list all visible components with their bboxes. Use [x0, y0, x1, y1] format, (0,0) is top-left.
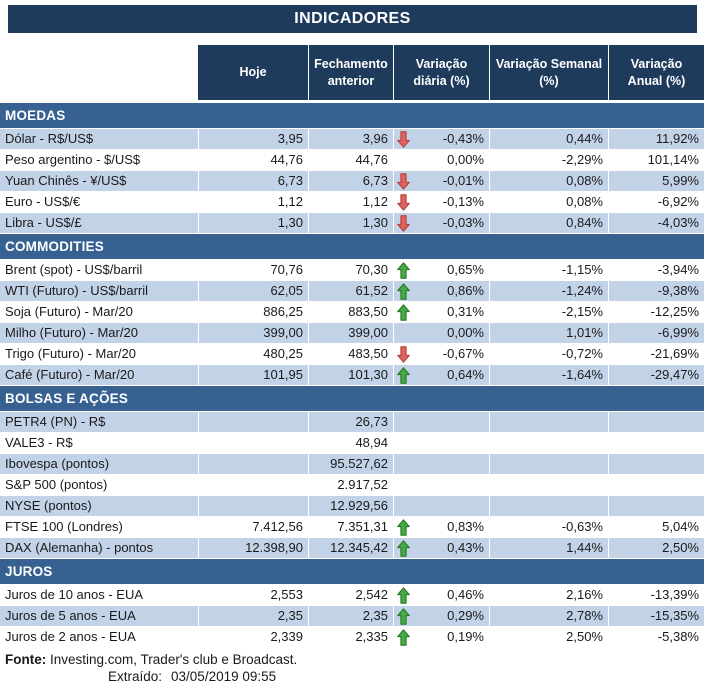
variacao-diaria-value: 0,29%	[447, 608, 484, 623]
indicators-report	[0, 5, 704, 692]
cell-variacao-semanal: 0,08%	[489, 192, 608, 212]
cell-variacao-anual: -6,99%	[608, 323, 704, 343]
cell-variacao-anual: 101,14%	[608, 150, 704, 170]
cell-variacao-anual: 5,04%	[608, 517, 704, 537]
arrow-down-icon	[397, 173, 410, 190]
cell-hoje: 62,05	[198, 281, 308, 301]
cell-variacao-semanal: -1,15%	[489, 260, 608, 280]
table-row-euro-us	[0, 192, 704, 213]
row-label: Libra - US$/£	[5, 215, 82, 230]
arrow-up-icon	[397, 608, 410, 625]
cell-variacao-semanal: 0,08%	[489, 171, 608, 191]
cell-variacao-semanal: 1,44%	[489, 538, 608, 558]
table-row-juros-de-5-anos-eua	[0, 606, 704, 627]
cell-variacao-anual: -12,25%	[608, 302, 704, 322]
cell-fechamento-anterior: 95.527,62	[308, 454, 393, 474]
cell-hoje	[198, 496, 308, 516]
cell-fechamento-anterior: 2.917,52	[308, 475, 393, 495]
variacao-diaria-value: 0,65%	[447, 262, 484, 277]
variacao-diaria-value: 0,46%	[447, 587, 484, 602]
cell-hoje: 480,25	[198, 344, 308, 364]
report-footer	[0, 651, 704, 685]
cell-variacao-anual: -6,92%	[608, 192, 704, 212]
section-header-juros: JUROS	[0, 559, 704, 585]
cell-variacao-semanal: 2,50%	[489, 627, 608, 647]
section-header-moedas: MOEDAS	[0, 103, 704, 129]
arrow-up-icon	[397, 587, 410, 604]
column-header-variacao-diaria: Variação diária (%)	[393, 45, 489, 100]
cell-fechamento-anterior: 26,73	[308, 412, 393, 432]
section-header-commodities: COMMODITIES	[0, 234, 704, 260]
cell-variacao-anual: -15,35%	[608, 606, 704, 626]
cell-variacao-diaria	[393, 150, 489, 170]
cell-variacao-semanal: 2,78%	[489, 606, 608, 626]
cell-variacao-anual: -3,94%	[608, 260, 704, 280]
arrow-up-icon	[397, 262, 410, 279]
variacao-diaria-value: -0,43%	[442, 131, 484, 146]
cell-variacao-anual: -29,47%	[608, 365, 704, 385]
cell-variacao-semanal: -2,15%	[489, 302, 608, 322]
row-label: DAX (Alemanha) - pontos	[5, 540, 154, 555]
table-row-milho-futuro-mar-20	[0, 323, 704, 344]
table-row-trigo-futuro-mar-20	[0, 344, 704, 365]
cell-variacao-semanal	[489, 412, 608, 432]
page-title: INDICADORES	[8, 5, 697, 33]
extraido-label: Extraído:	[108, 669, 163, 684]
arrow-up-icon	[397, 304, 410, 321]
cell-fechamento-anterior: 2,35	[308, 606, 393, 626]
cell-variacao-diaria	[393, 412, 489, 432]
cell-variacao-diaria	[393, 281, 489, 301]
variacao-diaria-value: 0,86%	[447, 283, 484, 298]
cell-hoje: 12.398,90	[198, 538, 308, 558]
cell-variacao-anual: -21,69%	[608, 344, 704, 364]
cell-hoje: 2,553	[198, 585, 308, 605]
table-row-vale3-r	[0, 433, 704, 454]
row-label: Yuan Chinês - ¥/US$	[5, 173, 127, 188]
cell-hoje	[198, 433, 308, 453]
row-label: Euro - US$/€	[5, 194, 81, 209]
cell-hoje: 6,73	[198, 171, 308, 191]
cell-hoje	[198, 454, 308, 474]
row-label: Ibovespa (pontos)	[5, 456, 110, 471]
cell-variacao-diaria	[393, 192, 489, 212]
cell-hoje: 1,12	[198, 192, 308, 212]
cell-variacao-semanal: -2,29%	[489, 150, 608, 170]
variacao-diaria-value: 0,43%	[447, 540, 484, 555]
cell-fechamento-anterior: 1,30	[308, 213, 393, 233]
cell-variacao-diaria	[393, 260, 489, 280]
row-label: Milho (Futuro) - Mar/20	[5, 325, 138, 340]
variacao-diaria-value: -0,13%	[442, 194, 484, 209]
variacao-diaria-value: 0,31%	[447, 304, 484, 319]
cell-hoje: 7.412,56	[198, 517, 308, 537]
cell-variacao-semanal: 1,01%	[489, 323, 608, 343]
variacao-diaria-value: 0,00%	[447, 152, 484, 167]
table-row-soja-futuro-mar-20	[0, 302, 704, 323]
cell-variacao-semanal	[489, 433, 608, 453]
cell-variacao-diaria	[393, 213, 489, 233]
variacao-diaria-value: -0,01%	[442, 173, 484, 188]
cell-variacao-anual: 2,50%	[608, 538, 704, 558]
cell-variacao-anual	[608, 454, 704, 474]
cell-variacao-semanal	[489, 496, 608, 516]
row-label: WTI (Futuro) - US$/barril	[5, 283, 149, 298]
column-header-hoje: Hoje	[198, 45, 308, 100]
column-header-fechamento: Fechamento anterior	[308, 45, 393, 100]
cell-variacao-semanal	[489, 475, 608, 495]
row-label: Juros de 5 anos - EUA	[5, 608, 136, 623]
arrow-up-icon	[397, 629, 410, 646]
cell-fechamento-anterior: 6,73	[308, 171, 393, 191]
variacao-diaria-value: 0,83%	[447, 519, 484, 534]
cell-variacao-semanal: 0,44%	[489, 129, 608, 149]
cell-fechamento-anterior: 3,96	[308, 129, 393, 149]
column-header-row	[0, 45, 704, 100]
arrow-up-icon	[397, 540, 410, 557]
cell-fechamento-anterior: 399,00	[308, 323, 393, 343]
cell-fechamento-anterior: 2,542	[308, 585, 393, 605]
cell-variacao-semanal: -1,24%	[489, 281, 608, 301]
arrow-up-icon	[397, 283, 410, 300]
column-header-variacao-anual: Variação Anual (%)	[608, 45, 704, 100]
cell-hoje	[198, 412, 308, 432]
cell-hoje: 70,76	[198, 260, 308, 280]
cell-variacao-anual: -9,38%	[608, 281, 704, 301]
cell-fechamento-anterior: 70,30	[308, 260, 393, 280]
cell-variacao-semanal: 0,84%	[489, 213, 608, 233]
table-row-cafe-futuro-mar-20	[0, 365, 704, 386]
cell-variacao-diaria	[393, 129, 489, 149]
table-row-nyse-pontos	[0, 496, 704, 517]
cell-fechamento-anterior: 2,335	[308, 627, 393, 647]
cell-variacao-anual	[608, 496, 704, 516]
cell-variacao-diaria	[393, 538, 489, 558]
cell-variacao-anual	[608, 412, 704, 432]
cell-variacao-anual: -13,39%	[608, 585, 704, 605]
table-row-dolar-r-us	[0, 129, 704, 150]
cell-variacao-diaria	[393, 454, 489, 474]
cell-fechamento-anterior: 483,50	[308, 344, 393, 364]
cell-hoje: 1,30	[198, 213, 308, 233]
table-row-s-p-500-pontos	[0, 475, 704, 496]
cell-fechamento-anterior: 12.345,42	[308, 538, 393, 558]
variacao-diaria-value: 0,19%	[447, 629, 484, 644]
cell-variacao-diaria	[393, 627, 489, 647]
row-label: Trigo (Futuro) - Mar/20	[5, 346, 136, 361]
cell-variacao-diaria	[393, 606, 489, 626]
cell-variacao-diaria	[393, 433, 489, 453]
cell-fechamento-anterior: 44,76	[308, 150, 393, 170]
cell-variacao-anual	[608, 433, 704, 453]
fonte-text: Investing.com, Trader's club e Broadcast.	[50, 652, 298, 667]
cell-variacao-anual: -5,38%	[608, 627, 704, 647]
cell-variacao-semanal: -1,64%	[489, 365, 608, 385]
cell-variacao-diaria	[393, 496, 489, 516]
cell-variacao-diaria	[393, 344, 489, 364]
cell-variacao-anual: 5,99%	[608, 171, 704, 191]
section-header-bolsas-e-acoes: BOLSAS E AÇÕES	[0, 386, 704, 412]
cell-variacao-diaria	[393, 517, 489, 537]
cell-hoje: 101,95	[198, 365, 308, 385]
cell-variacao-diaria	[393, 171, 489, 191]
row-label: FTSE 100 (Londres)	[5, 519, 123, 534]
cell-fechamento-anterior: 101,30	[308, 365, 393, 385]
cell-hoje: 2,339	[198, 627, 308, 647]
variacao-diaria-value: -0,67%	[442, 346, 484, 361]
cell-variacao-diaria	[393, 323, 489, 343]
row-label: Dólar - R$/US$	[5, 131, 94, 146]
table-row-dax-alemanha-pontos	[0, 538, 704, 559]
cell-variacao-diaria	[393, 302, 489, 322]
row-label: Peso argentino - $/US$	[5, 152, 141, 167]
table-row-juros-de-10-anos-eua	[0, 585, 704, 606]
row-label: Juros de 2 anos - EUA	[5, 629, 136, 644]
cell-variacao-semanal: 2,16%	[489, 585, 608, 605]
fonte-line	[0, 651, 704, 668]
cell-hoje: 886,25	[198, 302, 308, 322]
fonte-label: Fonte:	[5, 652, 47, 667]
header-label-spacer	[0, 45, 198, 100]
variacao-diaria-value: -0,03%	[442, 215, 484, 230]
cell-variacao-anual: -4,03%	[608, 213, 704, 233]
table-row-petr4-pn-r	[0, 412, 704, 433]
row-label: VALE3 - R$	[5, 435, 73, 450]
extraido-line	[0, 668, 704, 685]
cell-fechamento-anterior: 61,52	[308, 281, 393, 301]
arrow-up-icon	[397, 367, 410, 384]
variacao-diaria-value: 0,64%	[447, 367, 484, 382]
row-label: Brent (spot) - US$/barril	[5, 262, 143, 277]
column-header-variacao-semanal: Variação Semanal (%)	[489, 45, 608, 100]
table-row-yuan-chines-us	[0, 171, 704, 192]
cell-hoje: 3,95	[198, 129, 308, 149]
arrow-down-icon	[397, 194, 410, 211]
row-label: Soja (Futuro) - Mar/20	[5, 304, 133, 319]
table-row-libra-us	[0, 213, 704, 234]
cell-variacao-diaria	[393, 585, 489, 605]
table-row-juros-de-2-anos-eua	[0, 627, 704, 648]
table-row-brent-spot-us-barril	[0, 260, 704, 281]
cell-hoje: 44,76	[198, 150, 308, 170]
cell-fechamento-anterior: 883,50	[308, 302, 393, 322]
table-row-ftse-100-londres	[0, 517, 704, 538]
cell-variacao-anual: 11,92%	[608, 129, 704, 149]
row-label: Café (Futuro) - Mar/20	[5, 367, 135, 382]
arrow-down-icon	[397, 346, 410, 363]
row-label: PETR4 (PN) - R$	[5, 414, 106, 429]
table-body	[0, 103, 704, 648]
table-row-peso-argentino-us	[0, 150, 704, 171]
table-row-wti-futuro-us-barril	[0, 281, 704, 302]
variacao-diaria-value: 0,00%	[447, 325, 484, 340]
arrow-down-icon	[397, 215, 410, 232]
cell-variacao-diaria	[393, 475, 489, 495]
cell-fechamento-anterior: 48,94	[308, 433, 393, 453]
cell-fechamento-anterior: 7.351,31	[308, 517, 393, 537]
row-label: NYSE (pontos)	[5, 498, 92, 513]
arrow-up-icon	[397, 519, 410, 536]
arrow-down-icon	[397, 131, 410, 148]
row-label: S&P 500 (pontos)	[5, 477, 108, 492]
cell-fechamento-anterior: 12.929,56	[308, 496, 393, 516]
cell-hoje	[198, 475, 308, 495]
cell-variacao-semanal: -0,72%	[489, 344, 608, 364]
cell-variacao-semanal: -0,63%	[489, 517, 608, 537]
cell-fechamento-anterior: 1,12	[308, 192, 393, 212]
table-row-ibovespa-pontos	[0, 454, 704, 475]
cell-variacao-anual	[608, 475, 704, 495]
cell-variacao-diaria	[393, 365, 489, 385]
cell-hoje: 399,00	[198, 323, 308, 343]
cell-hoje: 2,35	[198, 606, 308, 626]
extraido-value: 03/05/2019 09:55	[171, 669, 277, 684]
row-label: Juros de 10 anos - EUA	[5, 587, 144, 602]
cell-variacao-semanal	[489, 454, 608, 474]
